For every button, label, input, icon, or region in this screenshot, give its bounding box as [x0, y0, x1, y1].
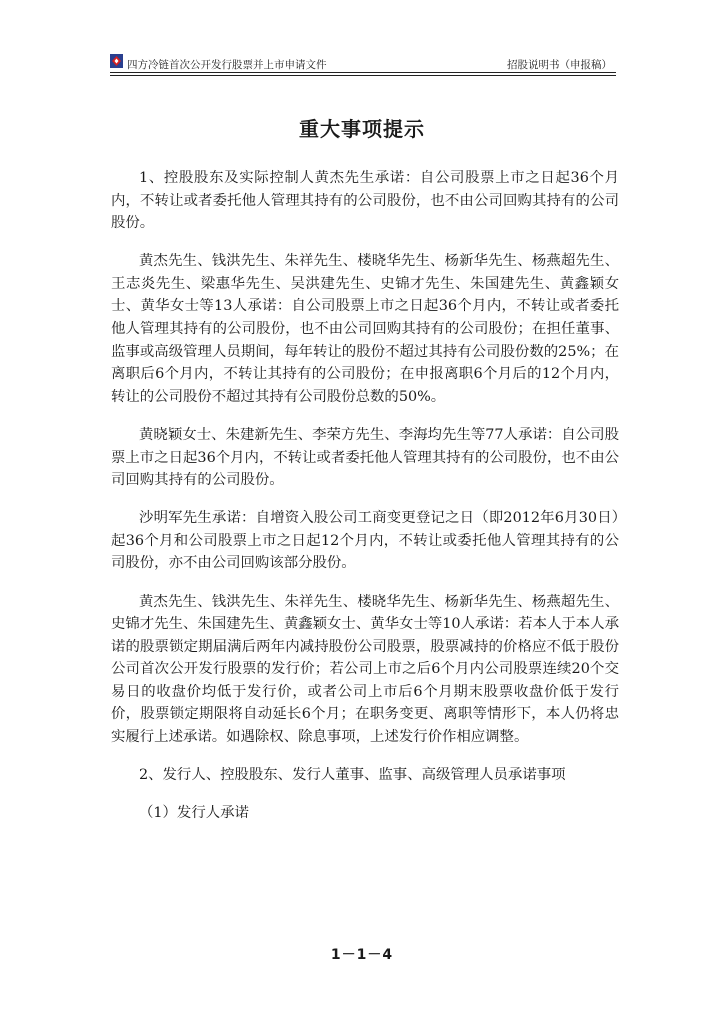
paragraph-2: 黄杰先生、钱洪先生、朱祥先生、楼晓华先生、杨新华先生、杨燕超先生、王志炎先生、梁惠华先生、吴洪建先生、史锦才先生、朱国建先生、黄鑫颖女士、黄华女士等13人承诺：自公司股票上市之日起36个月内，不转让或者委托他人管理其持有的公司股份，也不由公司回购其持有的公司股份；在担任董事、监事或高级管理人员期间，每年转让的股份不超过其持有公司股份数的25%；在离职后6个月内，不转让其持有的公司股份；在申报离职6个月后的12个月内，转让的公司股份不超过其持有公司股份总数的50%。 — [111, 253, 619, 405]
document-body — [111, 167, 619, 840]
company-logo-icon — [110, 54, 123, 68]
paragraph-7: （1）发行人承诺 — [139, 805, 249, 822]
page-number: 1－1－4 — [330, 947, 394, 963]
header-document-type: 招股说明书（申报稿） — [507, 59, 612, 71]
header-rule-thick — [110, 72, 616, 73]
page-title: 重大事项提示 — [299, 117, 425, 141]
paragraph-6: 2、发行人、控股股东、发行人董事、监事、高级管理人员承诺事项 — [139, 767, 566, 784]
paragraph-4: 沙明军先生承诺：自增资入股公司工商变更登记之日（即2012年6月30日）起36个月和公司股票上市之日起12个月内，不转让或委托他人管理其持有的公司股份，亦不由公司回购该部分股份。 — [111, 510, 619, 572]
paragraph-5: 黄杰先生、钱洪先生、朱祥先生、楼晓华先生、杨新华先生、杨燕超先生、史锦才先生、朱国建先生、黄鑫颖女士、黄华女士等10人承诺：若本人于本人承诺的股票锁定期届满后两年内减持股份公司股票，股票减持的价格应不低于股份公司首次公开发行股票的发行价；若公司上市之后6个月内公司股票连续20个交易日的收盘价均低于发行价，或者公司上市后6个月期末股票收盘价低于发行价，股票锁定期限将自动延长6个月；在职务变更、离职等情形下，本人仍将忠实履行上述承诺。如遇除权、除息事项，上述发行价作相应调整。 — [111, 593, 619, 746]
paragraph-1: 1、控股股东及实际控制人黄杰先生承诺：自公司股票上市之日起36个月内，不转让或者委托他人管理其持有的公司股份，也不由公司回购其持有的公司股份。 — [111, 170, 619, 232]
page-header — [110, 52, 616, 76]
paragraph-3: 黄晓颖女士、朱建新先生、李荣方先生、李海均先生等77人承诺：自公司股票上市之日起36个月内，不转让或者委托他人管理其持有的公司股份，也不由公司回购其持有的公司股份。 — [111, 426, 619, 489]
header-rule-thin — [110, 75, 616, 76]
header-document-title: 四方冷链首次公开发行股票并上市申请文件 — [127, 59, 327, 71]
